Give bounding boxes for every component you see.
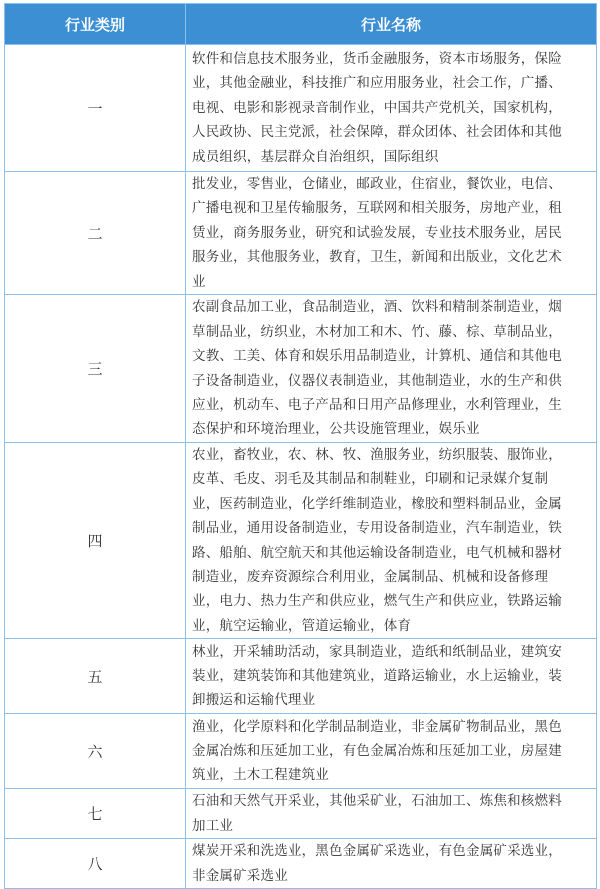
industry-names-line: 农副食品加工业，食品制造业，酒、饮料和精制茶制造业，烟 xyxy=(192,299,562,316)
industry-names-line: 筑业，土木工程建筑业 xyxy=(192,767,329,784)
category-cell: 六 xyxy=(5,714,186,789)
industry-names-line: 应业，机动车、电子产品和日用产品修理业，水利管理业，生 xyxy=(192,396,562,413)
industry-names-line: 批发业，零售业，仓储业，邮政业，住宿业，餐饮业，电信、 xyxy=(192,176,562,192)
industry-names-line: 非金属矿采选业 xyxy=(192,867,288,884)
industry-names-line: 煤炭开采和洗选业，黑色金属矿采选业，有色金属矿采选业， xyxy=(192,843,562,860)
category-cell: 五 xyxy=(5,639,186,714)
table-body xyxy=(5,45,597,889)
table-row xyxy=(5,443,597,639)
industry-names-cell xyxy=(186,639,597,714)
industry-category-table xyxy=(4,3,597,889)
industry-names-line: 业 xyxy=(192,273,206,290)
industry-names-line: 业，航空运输业，管道运输业，体育 xyxy=(192,617,412,634)
industry-names-line: 草制品业，纺织业，木材加工和木、竹、藤、棕、草制品业， xyxy=(192,323,562,340)
industry-names-line: 业，其他金融业，科技推广和应用服务业，社会工作，广播、 xyxy=(192,75,562,92)
industry-names-line: 文教、工美、体育和娱乐用品制造业，计算机、通信和其他电 xyxy=(192,348,562,365)
industry-names-line: 林业，开采辅助活动，家具制造业，造纸和纸制品业，建筑安 xyxy=(192,643,562,660)
table-row xyxy=(5,839,597,889)
industry-names-line: 装业，建筑装饰和其他建筑业，道路运输业，水上运输业，装 xyxy=(192,668,562,685)
category-cell: 一 xyxy=(5,45,186,172)
table-header-row xyxy=(5,4,597,45)
industry-names-line: 加工业 xyxy=(192,817,234,834)
industry-names-cell xyxy=(186,295,597,443)
category-cell: 八 xyxy=(5,839,186,889)
industry-names-cell xyxy=(186,714,597,789)
category-cell: 三 xyxy=(5,295,186,443)
industry-names-line: 子设备制造业，仪器仪表制造业，其他制造业，水的生产和供 xyxy=(192,372,562,389)
header-category: 行业类别 xyxy=(5,4,186,45)
category-cell: 四 xyxy=(5,443,186,639)
table-row xyxy=(5,295,597,443)
table-row xyxy=(5,172,597,295)
industry-names-line: 人民政协、民主党派，社会保障，群众团体、社会团体和其他 xyxy=(192,124,562,141)
industry-names-line: 广播电视和卫星传输服务，互联网和相关服务，房地产业，租 xyxy=(192,200,562,217)
table-row xyxy=(5,45,597,172)
industry-names-line: 服务业，其他服务业，教育，卫生，新闻和出版业，文化艺术 xyxy=(192,249,562,266)
industry-names-line: 制造业，废弃资源综合利用业，金属制品、机械和设备修理 xyxy=(192,569,549,586)
industry-names-line: 电视、电影和影视录音制作业，中国共产党机关，国家机构， xyxy=(192,99,562,116)
table-row xyxy=(5,639,597,714)
industry-names-line: 态保护和环境治理业，公共设施管理业，娱乐业 xyxy=(192,421,480,438)
header-industry-names: 行业名称 xyxy=(186,4,597,45)
industry-names-line: 业，电力、热力生产和供应业，燃气生产和供应业，铁路运输 xyxy=(192,593,562,610)
industry-names-line: 业，医药制造业，化学纤维制造业，橡胶和塑料制品业，金属 xyxy=(192,495,562,512)
industry-names-cell xyxy=(186,172,597,295)
industry-names-cell xyxy=(186,443,597,639)
industry-names-line: 路、船舶、航空航天和其他运输设备制造业，电气机械和器材 xyxy=(192,544,562,561)
industry-names-cell xyxy=(186,839,597,889)
industry-names-line: 软件和信息技术服务业，货币金融服务，资本市场服务，保险 xyxy=(192,50,562,67)
industry-names-line: 赁业，商务服务业，研究和试验发展，专业技术服务业，居民 xyxy=(192,224,562,241)
industry-names-line: 皮革、毛皮、羽毛及其制品和制鞋业，印刷和记录媒介复制 xyxy=(192,471,549,488)
category-cell: 七 xyxy=(5,789,186,839)
category-cell: 二 xyxy=(5,172,186,295)
industry-names-cell xyxy=(186,789,597,839)
industry-names-line: 农业，畜牧业，农、林、牧、渔服务业，纺织服装、服饰业， xyxy=(192,447,562,464)
table-row xyxy=(5,714,597,789)
industry-names-line: 制品业，通用设备制造业，专用设备制造业，汽车制造业，铁 xyxy=(192,520,562,537)
industry-names-line: 石油和天然气开采业，其他采矿业，石油加工、炼焦和核燃料 xyxy=(192,793,562,810)
industry-names-cell xyxy=(186,45,597,172)
industry-names-line: 渔业，化学原料和化学制品制造业，非金属矿物制品业，黑色 xyxy=(192,718,562,735)
table-row xyxy=(5,789,597,839)
industry-names-line: 卸搬运和运输代理业 xyxy=(192,692,316,709)
industry-names-line: 成员组织，基层群众自治组织，国际组织 xyxy=(192,148,439,165)
industry-names-line: 金属冶炼和压延加工业，有色金属冶炼和压延加工业，房屋建 xyxy=(192,743,562,760)
